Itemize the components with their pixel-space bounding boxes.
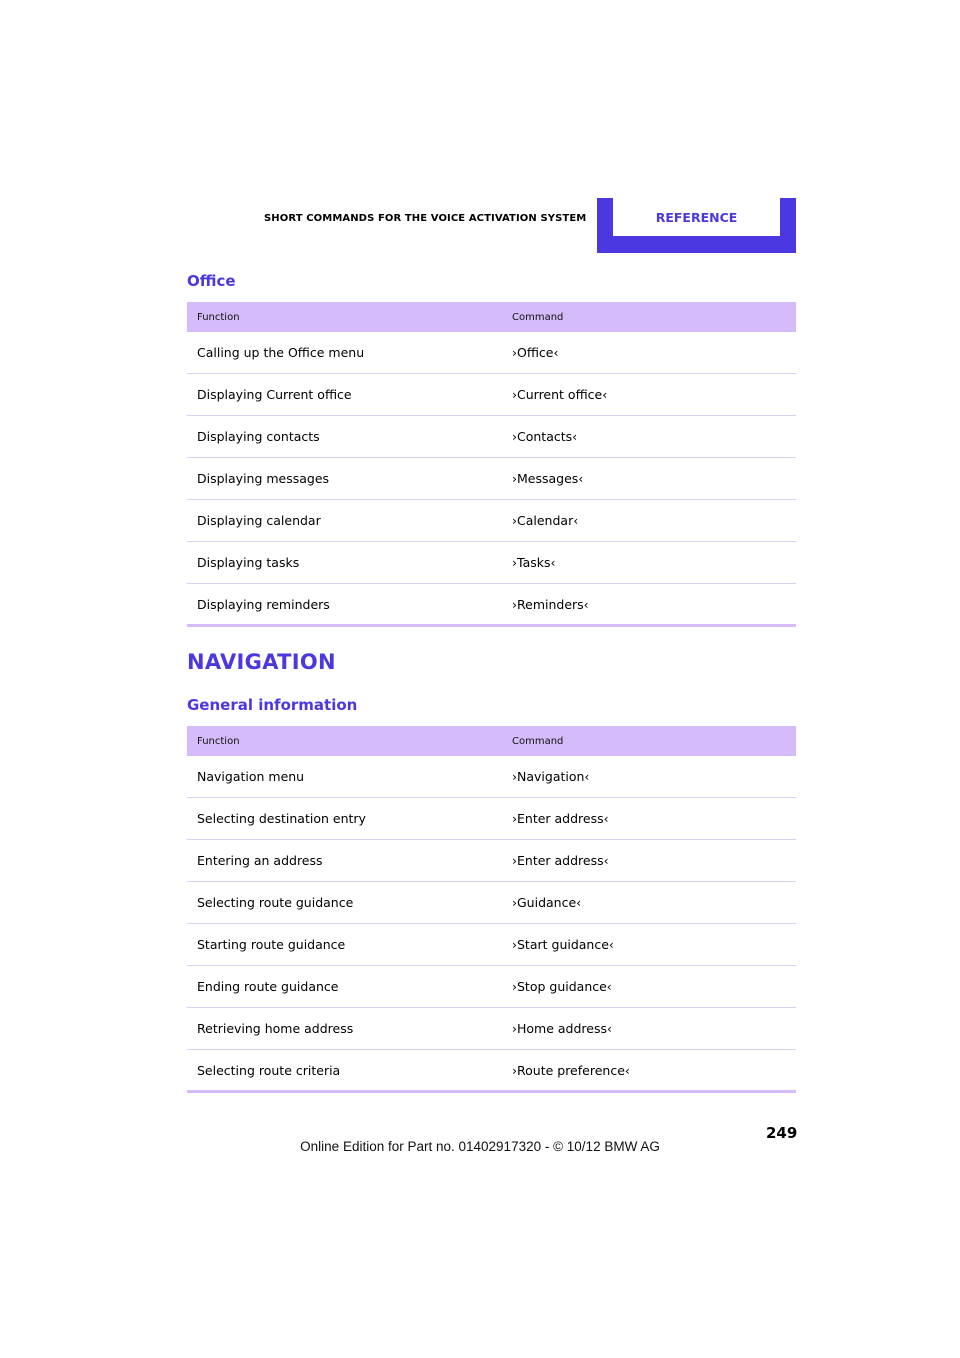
command-cell: ›Office‹ [502, 332, 796, 374]
footer-edition-note: Online Edition for Part no. 01402917320 - © 10/12 BMW AG [300, 1139, 660, 1154]
function-cell: Selecting route guidance [187, 882, 502, 924]
table-header-row [187, 302, 796, 332]
table-row [187, 756, 796, 798]
column-header-command: Command [502, 302, 796, 332]
table-row [187, 500, 796, 542]
command-cell: ›Guidance‹ [502, 882, 796, 924]
table-row [187, 840, 796, 882]
section-tab [597, 198, 796, 253]
command-cell: ›Navigation‹ [502, 756, 796, 798]
table-row [187, 458, 796, 500]
table-row [187, 542, 796, 584]
function-cell: Selecting destination entry [187, 798, 502, 840]
table-row [187, 416, 796, 458]
function-cell: Ending route guidance [187, 966, 502, 1008]
office-heading: Office [187, 272, 236, 290]
command-cell: ›Current office‹ [502, 374, 796, 416]
page-number: 249 [766, 1124, 798, 1142]
table-row [187, 966, 796, 1008]
command-cell: ›Tasks‹ [502, 542, 796, 584]
table-row [187, 1050, 796, 1092]
function-cell: Displaying contacts [187, 416, 502, 458]
office-command-table [187, 302, 796, 627]
table-row [187, 798, 796, 840]
function-cell: Calling up the Office menu [187, 332, 502, 374]
command-cell: ›Start guidance‹ [502, 924, 796, 966]
chapter-title: SHORT COMMANDS FOR THE VOICE ACTIVATION SYSTEM [264, 213, 587, 224]
function-cell: Displaying tasks [187, 542, 502, 584]
command-cell: ›Calendar‹ [502, 500, 796, 542]
table-row [187, 584, 796, 626]
function-cell: Displaying Current office [187, 374, 502, 416]
command-cell: ›Stop guidance‹ [502, 966, 796, 1008]
navigation-command-table [187, 726, 796, 1093]
column-header-function: Function [187, 302, 502, 332]
function-cell: Displaying calendar [187, 500, 502, 542]
command-cell: ›Enter address‹ [502, 840, 796, 882]
function-cell: Navigation menu [187, 756, 502, 798]
function-cell: Selecting route criteria [187, 1050, 502, 1092]
navigation-heading: NAVIGATION [187, 650, 336, 674]
function-cell: Starting route guidance [187, 924, 502, 966]
function-cell: Displaying messages [187, 458, 502, 500]
table-row [187, 1008, 796, 1050]
column-header-function: Function [187, 726, 502, 756]
table-header-row [187, 726, 796, 756]
command-cell: ›Contacts‹ [502, 416, 796, 458]
function-cell: Entering an address [187, 840, 502, 882]
table-row [187, 882, 796, 924]
column-header-command: Command [502, 726, 796, 756]
command-cell: ›Home address‹ [502, 1008, 796, 1050]
section-tab-label: REFERENCE [613, 198, 780, 236]
function-cell: Retrieving home address [187, 1008, 502, 1050]
general-information-subheading: General information [187, 696, 358, 714]
command-cell: ›Reminders‹ [502, 584, 796, 626]
command-cell: ›Enter address‹ [502, 798, 796, 840]
command-cell: ›Messages‹ [502, 458, 796, 500]
table-row [187, 374, 796, 416]
table-row [187, 924, 796, 966]
table-row [187, 332, 796, 374]
command-cell: ›Route preference‹ [502, 1050, 796, 1092]
function-cell: Displaying reminders [187, 584, 502, 626]
